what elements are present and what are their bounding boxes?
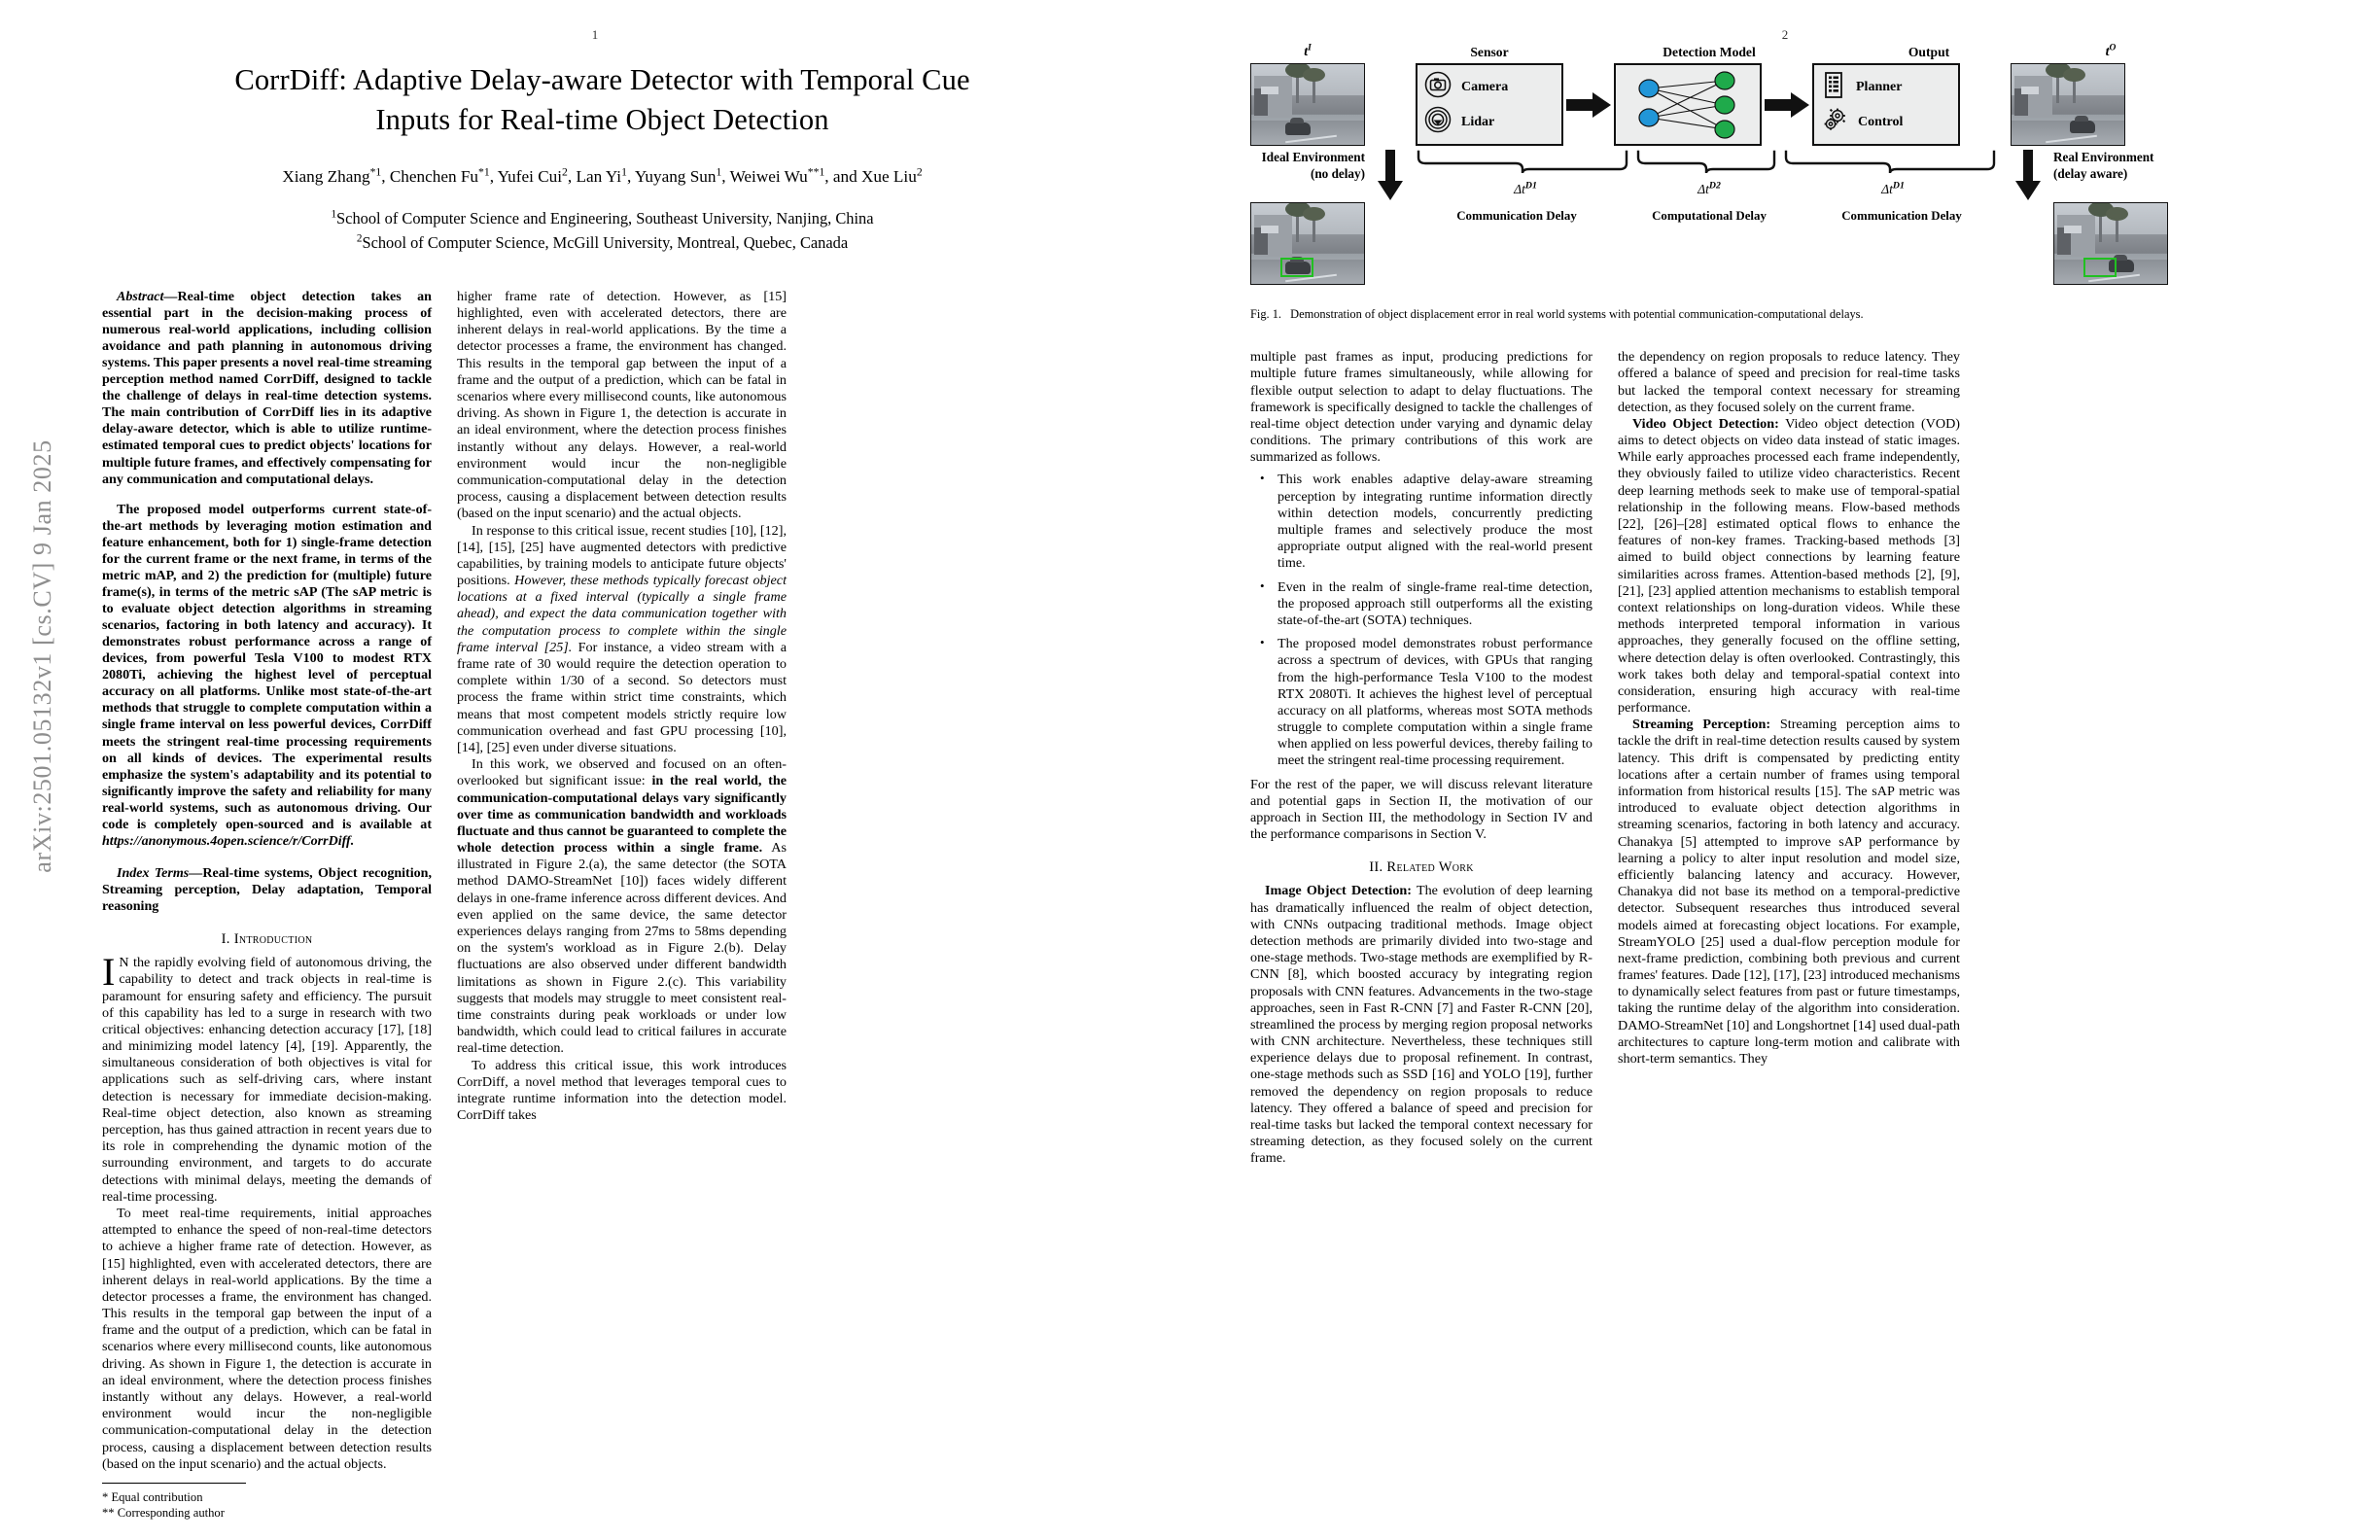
output-control-row — [1820, 105, 1952, 139]
detection-model-box — [1614, 63, 1762, 146]
video-od-text: Video object detection (VOD) aims to detect objects on video data instead of static images. While early approaches processed each frame independently, they obviously failed to utilize video characteristics. Recent deep learning methods seek to make use of temporal-spatial relationship in the following means. Flow-based methods [22], [26]–[28] estimated optical flows to enhance the features of non-key frames. Tracking-based methods [3] aimed to build object connections by learning feature similarities across frames. Attention-based methods [2], [9], [21], [23] applied attention mechanisms to establish temporal context relationships on long-duration videos. While these methods interpreted temporal information in various approaches, they generally focused on the offline setting, where detection delay is often overlooked. Contrastingly, this work takes both delay and temporal-spatial context into consideration, ensuring high accuracy with real-time performance. — [1618, 415, 1961, 717]
list-item: • Even in the realm of single-frame real-time detection, the proposed approach still outperforms all the existing state-of-the-art (SOTA) techniques. — [1276, 579, 1592, 630]
label-output: Output — [1908, 45, 1950, 59]
arrow-input-to-sensor — [1365, 63, 1416, 146]
footnote-rule — [102, 1483, 246, 1484]
planner-icon — [1820, 70, 1847, 104]
delta-t-d1-right: $\Delta t^{D1}$ — [1881, 180, 1905, 196]
label-sensor: Sensor — [1470, 45, 1509, 59]
abstract-url[interactable]: https://anonymous.4open.science/r/CorrDiff. — [102, 832, 355, 849]
section-title-2: Related Work — [1386, 859, 1474, 876]
column-right-2 — [1618, 349, 1960, 1167]
related-work-streaming — [1618, 717, 1960, 1068]
arrow-model-to-output — [1762, 63, 1812, 146]
thumbnail-output-ideal — [2011, 63, 2125, 146]
thumbnail-real-detection — [2053, 202, 2168, 285]
sensor-lidar-label: Lidar — [1461, 114, 1495, 129]
figure-1 — [1190, 0, 2380, 322]
streaming-text: Streaming perception aims to tackle the drift in real-time detection results caused by system latency. This drift is compensated by predicting entity locations after a certain number of frames using temporal information from historical results [15]. The sAP metric was introduced to evaluate object detection algorithms in streaming scenarios, factoring in both latency and accuracy. Chanakya [5] attempted to improve sAP performance by learning a policy to alter input resolution and model size, efficiently balancing latency and accuracy. However, Chanakya did not base its method on a temporal-predictive detector. Subsequent researches thus introduced several models aimed at forecasting object locations. For example, StreamYOLO [25] used a dual-flow perception module for next-frame prediction, combining both previous and current frames' features. Dade [12], [17], [23] introduced mechanisms to dynamically select features from past or future timestamps, taking the runtime delay of the algorithm into consideration. DAMO-StreamNet [10] and Longshortnet [14] used dual-path architectures to capture long-term motion and calibrate with short-term semantics. They — [1618, 717, 1961, 1067]
related-work-image-od — [1250, 883, 1592, 1167]
ideal-environment-label — [1262, 150, 1365, 182]
intro-paragraph-3 — [457, 523, 787, 757]
arrow-output-to-result — [1960, 63, 2011, 146]
footnote-1: * Equal contribution — [102, 1489, 203, 1504]
intro-text-4-bold: in the real world, the communication-computational delays vary significantly over time as communication bandwidth and workloads fluctuate and thus cannot be guaranteed to complete the whole detection process within a single frame. — [457, 773, 787, 857]
figure-1-column-labels — [1250, 45, 2320, 60]
label-detection-model: Detection Model — [1662, 45, 1756, 59]
intro-text-1: N the rapidly evolving field of autonomous driving, the capability to detect and track objects in real-time is paramount for ensuring safety and efficiency. The pursuit of this capability has led to a surge in research with two critical objectives: enhancing detection accuracy [17], [18] and minimizing model latency [4], [19]. Apparently, the simultaneous consideration of both objectives is vital for applications such as self-driving cars, where instant detection is necessary for immediate decision-making. Real-time object detection, also known as streaming perception, has thus gained attraction in recent years due to its role in comprehending the dynamic motion of the surrounding environment, and targets to do accurate detections with minimal delays, meeting the demands of real-time processing. — [102, 955, 432, 1205]
index-terms — [102, 865, 432, 915]
affiliation-2: $^2$School of Computer Science, McGill University, Montreal, Quebec, Canada — [356, 232, 849, 253]
intro-closing-paragraph: For the rest of the paper, we will discuss relevant literature and potential gaps in Section II, the motivation of our approach in Section III, the methodology in Section IV and the performance comparisons in Section V. — [1250, 776, 1592, 843]
list-item: • This work enables adaptive delay-aware streaming perception by integrating runtime information directly within detection models, concurrently predicting multiple frames and selectively produce the most appropriate output aligned with the real-world present time. — [1276, 472, 1592, 572]
output-control-label: Control — [1858, 114, 1904, 129]
curly-brace-icon-3 — [1783, 150, 2003, 175]
image-od-text: The evolution of deep learning has dramatically influenced the realm of object detection, with CNNs outpacing traditional methods. Image object detection methods are primarily divided into two-stage and one-stage methods. Two-stage methods are exemplified by R-CNN [8], which boosted accuracy by integrating region proposals with CNN features. Advancements in the two-stage approaches, seen in Fast R-CNN [7] and Faster R-CNN [20], streamlined the process by merging region proposal networks with CNN architecture. Nevertheless, these techniques still experience delays due to proposal refinement. In contrast, one-stage methods such as SSD [16] and YOLO [19], further removed the dependency on region proposals to reduce latency. They offered a balance of speed and precision for real-time tasks but lacked the temporal context necessary for streaming detection, as they focused solely on the current frame. — [1250, 883, 1593, 1167]
label-t-output: $t^O$ — [2105, 43, 2117, 59]
arxiv-stamp: arXiv:2501.05132v1 [cs.CV] 9 Jan 2025 — [28, 439, 56, 873]
intro-text-3b: For instance, a video stream with a frame rate of 30 would require the detection operation to complete within 1/30 of a second. So detectors must process the frame within strict time constraints, which means that most competent models strictly require low communication overhead and fast GPU processing [10], [14], [25] even under diverse situations. — [457, 639, 787, 755]
title-line-2: Inputs for Real-time Object Detection — [375, 102, 829, 136]
abstract-paragraph-1 — [102, 289, 432, 488]
figure-1-bottom-row — [1250, 202, 2320, 285]
section-heading-related-work — [1250, 859, 1592, 876]
brace-comm-delay-2 — [1783, 150, 2003, 197]
contributions-list — [1250, 472, 1592, 769]
sensor-camera-row — [1423, 70, 1556, 104]
intro-text-4a: In this work, we observed and focused on an often-overlooked but significant issue: — [457, 756, 787, 789]
gears-icon — [1820, 105, 1849, 139]
intro-paragraph-5: To address this critical issue, this work introduces CorrDiff, a novel method that leverages temporal cues to integrate runtime information into the detection model. CorrDiff takes — [457, 1057, 787, 1124]
list-item: • The proposed model demonstrates robust performance across a spectrum of devices, with GPUs that ranging from the high-performance Tesla V100 to the modest RTX 2080Ti. It achieves the highest level of perceptual accuracy on all platforms, whereas most SOTA methods struggle to complete computation within a single frame when applied on less powerful devices, thereby failing to meet the stringent real-time processing requirement. — [1276, 636, 1592, 770]
column-left-2 — [457, 289, 787, 1522]
footnotes — [102, 1489, 432, 1522]
down-arrow-right — [2003, 150, 2053, 200]
abstract-heading: Abstract— — [117, 288, 178, 304]
right-arrow-icon-2 — [1765, 90, 1809, 120]
output-box — [1812, 63, 1960, 146]
title-line-1: CorrDiff: Adaptive Delay-aware Detector with Temporal Cue — [234, 63, 970, 96]
delta-t-d1-left: $\Delta t^{D1}$ — [1514, 180, 1537, 196]
real-environment-label — [2053, 150, 2153, 182]
real-env-line1: Real Environment — [2053, 150, 2154, 164]
left-page-columns — [0, 289, 1190, 1522]
brace-comp-delay — [1635, 150, 1783, 197]
section-heading-introduction — [102, 931, 432, 948]
thumbnail-ideal-detection — [1250, 202, 1365, 285]
neural-network-diagram — [1616, 65, 1760, 144]
author-list: Xiang Zhang$^{*1}$, Chenchen Fu$^{*1}$, Yufei Cui$^2$, Lan Yi$^1$, Yuyang Sun$^1$, Weiwei Wu$^{**1}$, and Xue Liu$^2$ — [282, 164, 923, 186]
video-od-heading: Video Object Detection: — [1632, 415, 1779, 432]
delay-comm-2: Communication Delay — [1841, 209, 1962, 223]
down-arrow-icon-2 — [2015, 150, 2041, 200]
brace-comm-delay-1 — [1416, 150, 1635, 197]
abstract-text-2: The proposed model outperforms current state-of-the-art methods by leveraging motion estimation and feature enhancement, both for 1) single-frame detection for the current frame or the next frame, in terms of the metric mAP, and 2) the prediction for (multiple) future frame(s), in terms of the metric sAP (The sAP metric is to evaluate object detection algorithms in streaming scenarios, factoring in both latency and accuracy). It demonstrates robust performance across a range of devices, from powerful Tesla V100 to modest RTX 2080Ti, achieving the highest level of perceptual accuracy on all platforms. Unlike most state-of-the-art methods that struggle to complete computation within a single frame interval on less powerful devices, CorrDiff meets the stringent real-time processing requirements on all kinds of devices. The experimental results emphasize the system's adaptability and its potential to significantly improve the safety and reliability for many real-world systems, such as autonomous driving. Our code is completely open-sourced and is available at — [102, 501, 432, 832]
figure-1-graphic — [1250, 45, 2320, 322]
delay-comm-1: Communication Delay — [1456, 209, 1577, 223]
arrow-sensor-to-model — [1563, 63, 1614, 146]
curly-brace-icon-1 — [1416, 150, 1635, 175]
image-od-heading: Image Object Detection: — [1265, 883, 1412, 899]
intro-paragraph-2-cont: higher frame rate of detection. However, as [15] highlighted, even with accelerated detectors, there are inherent delays in real-world applications. By the time a detector processes a frame, the environment has changed. This results in the temporal gap between the input of a frame and the output of a prediction, which can be fatal in scenarios where every millisecond counts, like autonomous driving. As shown in Figure 1, the detection is accurate in an ideal environment, where the detection process finishes instantly without any delays. However, a real-world environment would incur the non-negligible communication-computational delay in the detection process, causing a displacement between detection results (based on the input scenario) and the actual objects. — [457, 288, 787, 522]
streaming-heading: Streaming Perception: — [1632, 717, 1771, 733]
section-numeral-1: I. — [221, 931, 230, 948]
figure-1-delay-annotations — [1250, 150, 2320, 200]
index-terms-text: Real-time systems, Object recognition, Streaming perception, Delay adaptation, Temporal reasoning — [102, 864, 432, 915]
abstract-paragraph-2 — [102, 502, 432, 850]
column-left-1 — [102, 289, 432, 1522]
delay-comp: Computational Delay — [1652, 209, 1767, 223]
intro-paragraph-2: To meet real-time requirements, initial approaches attempted to enhance the speed of non-real-time detectors to achieve a higher frame rate of detection. However, as [15] highlighted, even with accelerated detectors, there are inherent delays in real-world applications. By the time a detector processes a frame, the environment has changed. This results in the temporal gap between the input of a frame and the output of a prediction, which can be fatal in scenarios where every millisecond counts, like autonomous driving. As shown in Figure 1, the detection is accurate in an ideal environment, where the detection process finishes instantly without any delays. However, a real-world environment would incur the non-negligible communication-computational delay in the detection process, causing a displacement between detection results (based on the input scenario) and the actual objects. — [102, 1205, 432, 1472]
right-page-columns — [1190, 349, 2380, 1167]
lidar-icon — [1423, 105, 1452, 139]
ideal-env-line2: (no delay) — [1310, 165, 1365, 181]
right-arrow-icon — [1566, 90, 1611, 120]
down-arrow-left — [1365, 150, 1416, 200]
intro-paragraph-4 — [457, 756, 787, 1057]
affiliations — [102, 207, 1102, 256]
figure-1-caption — [1250, 306, 2320, 322]
real-env-line2: (delay aware) — [2053, 165, 2128, 181]
related-work-video-od — [1618, 416, 1960, 717]
column-right-1 — [1250, 349, 1592, 1167]
section-numeral-2: II. — [1369, 859, 1383, 876]
label-t-input: $t^I$ — [1304, 43, 1312, 59]
drop-cap: I — [102, 950, 116, 995]
intro-text-3-italic: However, these methods typically forecast object locations at a fixed interval (typically a single frame ahead), and expect the data communication together with the computation process to complete within the single frame interval [25]. — [457, 573, 788, 655]
intro-paragraph-6: multiple past frames as input, producing predictions for multiple future frames simultaneously, while allowing for flexible output selection to adapt to delay fluctuations. The framework is specifically designed to tackle the challenges of real-time object detection under varying and dynamic delay conditions. The primary contributions of this work are summarized as follows. — [1250, 349, 1592, 466]
intro-text-4b: As illustrated in Figure 2.(a), the same detector (the SOTA method DAMO-StreamNet [10]) faces widely different delays in one-frame inference across different devices. And even applied on the same device, the same detector experiences delays ranging from 27ms to 58ms depending on the system's workload as in Figure 2.(b). Delay fluctuations are also observed under different bandwidth limitations as shown in Figure 2.(c). This variability suggests that models may struggle to meet consistent real-time constraints during peak workloads or under low bandwidth, which could lead to critical failures in accurate real-time detection. — [457, 840, 787, 1057]
output-planner-row — [1820, 70, 1952, 104]
thumbnail-input-ideal — [1250, 63, 1365, 146]
index-terms-heading: Index Terms— — [117, 864, 203, 881]
intro-paragraph-1 — [102, 950, 432, 1206]
delta-t-d2: $\Delta t^{D2}$ — [1698, 180, 1721, 196]
camera-icon — [1423, 70, 1452, 104]
folio-left: 1 — [591, 27, 599, 42]
related-work-image-od-cont: the dependency on region proposals to reduce latency. They offered a balance of speed and precision for real-time tasks but lacked the temporal context necessary for streaming detection, as they focused solely on the current frame. — [1618, 349, 1960, 415]
folio-right: 2 — [1781, 27, 1789, 42]
figure-1-caption-text: Demonstration of object displacement error in real world systems with potential communication-computational delays. — [1290, 307, 1864, 321]
output-planner-label: Planner — [1856, 79, 1903, 94]
page-title — [102, 60, 1102, 140]
figure-1-caption-tag: Fig. 1. — [1250, 307, 1282, 321]
sensor-camera-label: Camera — [1461, 79, 1509, 94]
page-right — [1190, 0, 2380, 1540]
sensor-lidar-row — [1423, 105, 1556, 139]
delay-type-labels — [1416, 205, 2003, 224]
sensor-box — [1416, 63, 1563, 146]
down-arrow-icon — [1378, 150, 1403, 200]
curly-brace-icon-2 — [1635, 150, 1783, 175]
ideal-env-line1: Ideal Environment — [1261, 150, 1365, 164]
abstract-text-1: Real-time object detection takes an essential part in the decision-making process of numerous real-world applications, including collision avoidance and path planning in autonomous driving systems. This paper presents a novel real-time streaming perception method named CorrDiff, designed to tackle the challenge of delays in real-time detection systems. The main contribution of CorrDiff lies in its adaptive delay-aware detector, which is able to utilize runtime-estimated temporal cues to predict objects' locations for multiple future frames, and effectively compensating for any communication and computational delays. — [102, 288, 432, 487]
affiliation-1: $^1$School of Computer Science and Engineering, Southeast University, Nanjing, China — [331, 208, 874, 228]
intro-text-3a: In response to this critical issue, recent studies [10], [12], [14], [15], [25] have augmented detectors with predictive capabilities, by training models to anticipate future objects' positions. — [457, 522, 787, 589]
figure-1-pipeline — [1250, 63, 2320, 146]
footnote-2: ** Corresponding author — [102, 1506, 225, 1521]
section-title-1: Introduction — [233, 931, 313, 948]
